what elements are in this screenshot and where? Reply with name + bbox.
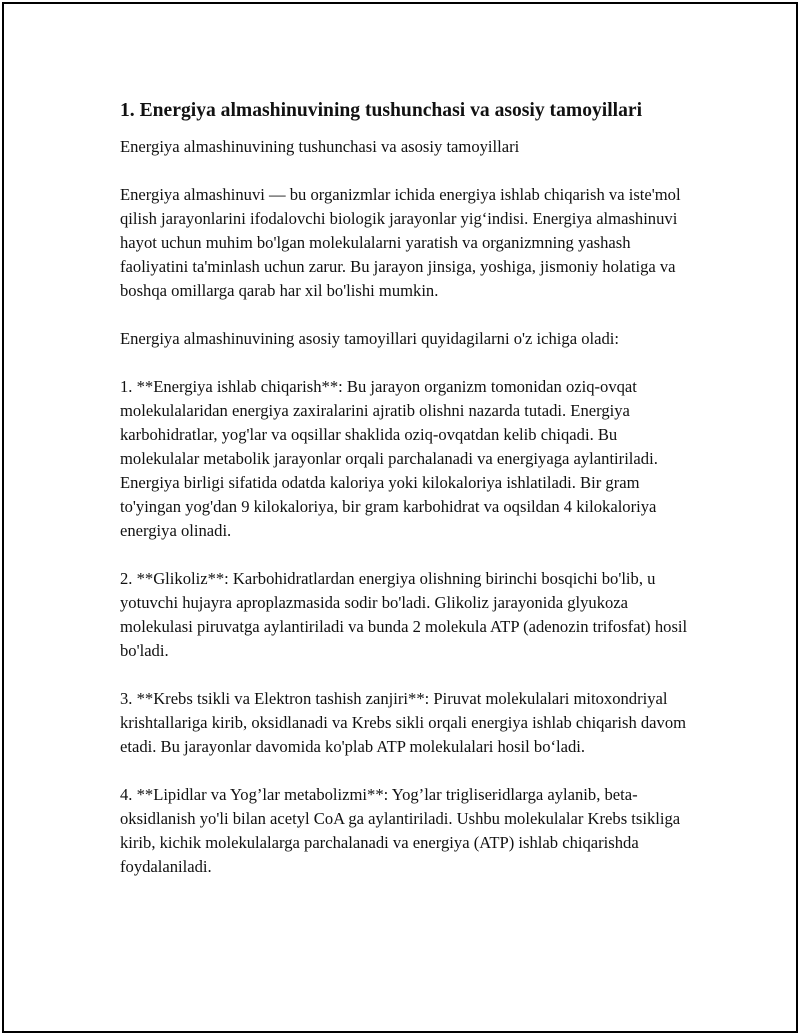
paragraph-lipid-metabolism: 4. **Lipidlar va Yog’lar metabolizmi**: Yog’lar trigliseridlarga aylanib, beta-oksidlanish yo'li bilan acetyl CoA ga aylantiriladi. Ushbu molekulalar Krebs tsikliga kirib, kichik molekulalarga parchalanadi va energiya (ATP) ishlab chiqarishda foydalaniladi. [120,785,681,876]
document-page [2,2,798,1033]
paragraph-energy-production: 1. **Energiya ishlab chiqarish**: Bu jarayon organizm tomonidan oziq-ovqat molekulalaridan energiya zaxiralarini ajratib olishni nazarda tutadi. Energiya karbohidratlar, yog'lar va oqsillar shaklida oziq-ovqatdan kelib chiqadi. Bu molekulalar metabolik jarayonlar orqali parchalanadi va energiyaga aylantiriladi. Energiya birligi sifatida odatda kaloriya yoki kilokaloriya ishlatiladi. Bir gram to'yingan yog'dan 9 kilokaloriya, bir gram karbohidrat va oqsildan 4 kilokaloriya energiya olinadi. [120,377,658,540]
paragraph-glycolysis: 2. **Glikoliz**: Karbohidratlardan energiya olishning birinchi bosqichi bo'lib, u yotuvchi hujayra aproplazmasida sodir bo'ladi. Glikoliz jarayonida glyukoza molekulasi piruvatga aylantiriladi va bunda 2 molekula ATP (adenozin trifosfat) hosil bo'ladi. [120,569,688,660]
document-heading: 1. Energiya almashinuvining tushunchasi va asosiy tamoyillari [120,100,643,121]
paragraph-krebs-cycle: 3. **Krebs tsikli va Elektron tashish zanjiri**: Piruvat molekulalari mitoxondriyal krishtallariga kirib, oksidlanadi va Krebs sikli orqali energiya ishlab chiqarish davom etadi. Bu jarayonlar davomida ko'plab ATP molekulalari hosil bo‘ladi. [120,689,687,756]
paragraph-intro: Energiya almashinuvi — bu organizmlar ichida energiya ishlab chiqarish va iste'mol qilish jarayonlarini ifodalovchi biologik jarayonlar yig‘indisi. Energiya almashinuvi hayot uchun muhim bo'lgan molekulalarni yaratish va organizmning yashash faoliyatini ta'minlash uchun zarur. Bu jarayon jinsiga, yoshiga, jismoniy holatiga va boshqa omillarga qarab har xil bo'lishi mumkin. [120,185,681,300]
document-body [120,96,690,903]
paragraph-principles-lead: Energiya almashinuvining asosiy tamoyillari quyidagilarni o'z ichiga oladi: [120,329,620,348]
document-subtitle: Energiya almashinuvining tushunchasi va asosiy tamoyillari [120,137,520,156]
